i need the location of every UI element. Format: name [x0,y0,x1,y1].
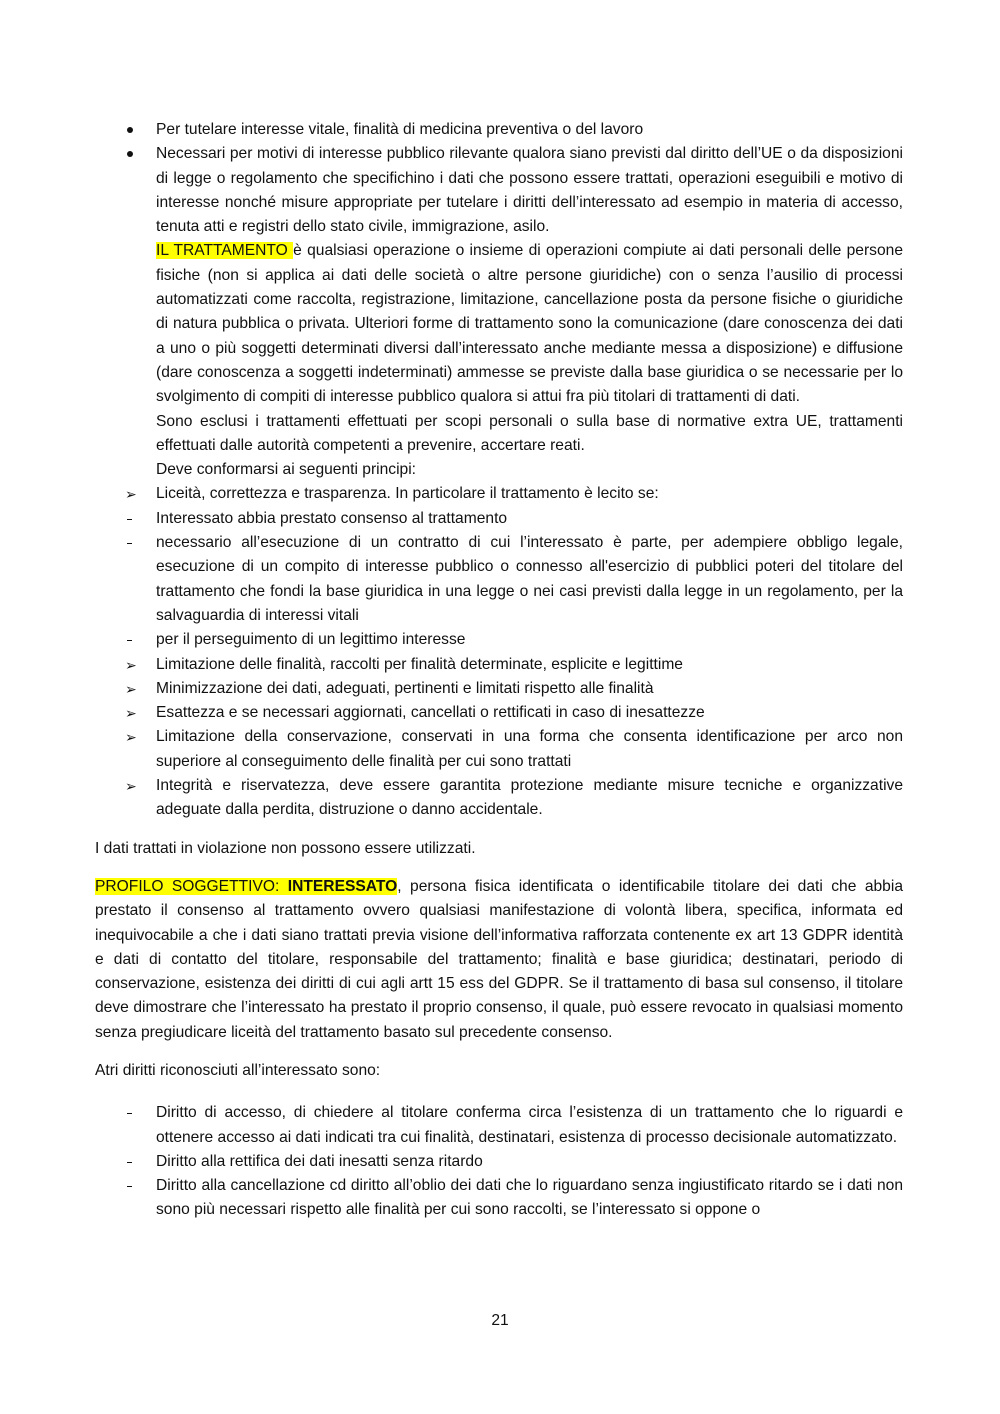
list-item: ➢ Liceità, correttezza e trasparenza. In particolare il trattamento è lecito se: [95,482,903,506]
list-item: ➢ Esattezza e se necessari aggiornati, cancellati o rettificati in caso di inesattezze [95,701,903,725]
arrow-bullet-icon: ➢ [125,680,137,697]
list-item: per il perseguimento di un legittimo interesse [156,631,466,649]
principles-list [95,482,903,822]
arrow-bullet-icon: ➢ [125,729,137,746]
arrow-bullet-icon: ➢ [125,778,137,795]
arrow-bullet-icon: ➢ [125,705,137,722]
highlighted-term: PROFILO SOGGETTIVO: INTERESSATO [95,877,398,895]
page-number: 21 [491,1312,509,1329]
principles-intro: Deve conformarsi ai seguenti principi: [156,461,417,479]
arrow-bullet-icon: ➢ [125,656,137,673]
list-item: Diritto alla cancellazione cd diritto all’oblio dei dati che lo riguardano senza ingiustificato ritardo se i dati non sono più necessari rispetto alle finalità per cui sono raccolti, se l’interessato si oppone o [156,1177,903,1219]
list-item: ➢ Minimizzazione dei dati, adeguati, pertinenti e limitati rispetto alle finalità [95,677,903,701]
page-content [95,118,903,1223]
top-bullet-list [95,118,903,239]
trattamento-exclusions: Sono esclusi i trattamenti effettuati per scopi personali o sulla base di normative extra UE, trattamenti effettuati dalle autorità competenti a prevenire, accertare reati. [156,412,903,454]
rights-list [95,1101,903,1222]
list-item: necessario all’esecuzione di un contratto di cui l’interessato è parte, per adempiere obbligo legale, esecuzione di un compito di interesse pubblico o connesso all'esercizio di pubblici poteri del titolare del trattamento che fondi la base giuridica in una legge o nei casi previsti dalla legge in un regolamento, per la salvaguardia di interessi vitali [156,534,903,624]
arrow-bullet-icon: ➢ [125,486,137,503]
list-item: Per tutelare interesse vitale, finalità di medicina preventiva o del lavoro [156,121,644,138]
list-item: Interessato abbia prestato consenso al trattamento [156,509,508,527]
list-item: Diritto alla rettifica dei dati inesatti senza ritardo [156,1152,483,1170]
list-item: Diritto di accesso, di chiedere al titolare conferma circa l’esistenza di un trattamento che lo riguardi e ottenere accesso ai dati indicati tra cui finalità, destinatari, esistenza di processo decisionale automatizzato. [156,1104,903,1146]
list-item: ➢ Integrità e riservatezza, deve essere garantita protezione mediante misure tecniche e organizzative adeguate dalla perdita, distruzione o danno accidentale. [95,774,903,823]
profilo-paragraph: PROFILO SOGGETTIVO: INTERESSATO, persona fisica identificata o identificabile titolare dei dati che abbia prestato il consenso al trattamento ovvero qualsiasi manifestazione di volontà libera, specifica, informata ed inequivocabile a che i dati siano trattati previa visione dell’informativa rafforzata contenente ex art 13 GDPR identità e dati di contatto del titolare, responsabile del trattamento; finalità e base giuridica; destinatari, periodo di conservazione, esistenza dei diritti di cui agli artt 15 ess del GDPR. Se il trattamento di basa sul consenso, il titolare deve dimostrare che l’interessato ha prestato il proprio consenso, il quale, può essere revocato in qualsiasi momento senza pregiudicare liceità del trattamento basato sul precedente consenso. [95,877,903,1041]
trattamento-definition: IL TRATTAMENTO è qualsiasi operazione o insieme di operazioni compiute ai dati personali delle persone fisiche (non si applica ai dati delle società o altre persone giuridiche) con o senza l’ausilio di processi automatizzati come raccolta, registrazione, limitazione, cancellazione posta da persone fisiche o giuridiche di natura pubblica o privata. Ulteriori forme di trattamento sono la comunicazione (dare conoscenza dei dati a uno o più soggetti determinati diversi dall’interessato anche mediante messa a disposizione) e diffusione (dare conoscenza a soggetti indeterminati) ammesse se previste dalla base giuridica o se necessarie per lo svolgimento di compiti di interesse pubblico qualora si attui fra più titolari di trattamenti di dati. [156,242,903,406]
list-item: Necessari per motivi di interesse pubblico rilevante qualora siano previsti dal diritto dell’UE o da disposizioni di legge o regolamento che specifichino i dati che possono essere trattati, operazioni eseguibili e motivo di interesse nonché misure appropriate per tutelare i diritti dell’interessato ad esempio in materia di accesso, tenuta atti e registri dello stato civile, immigrazione, asilo. [156,145,903,236]
list-item: ➢ Limitazione delle finalità, raccolti per finalità determinate, esplicite e legittime [95,653,903,677]
highlighted-term: IL TRATTAMENTO [156,242,294,260]
rights-intro: Atri diritti riconosciuti all’interessato sono: [95,1061,381,1079]
list-item: ➢ Limitazione della conservazione, conservati in una forma che consenta identificazione per arco non superiore al conseguimento delle finalità per cui sono trattati [95,725,903,774]
violation-note: I dati trattati in violazione non possono essere utilizzati. [95,839,476,857]
